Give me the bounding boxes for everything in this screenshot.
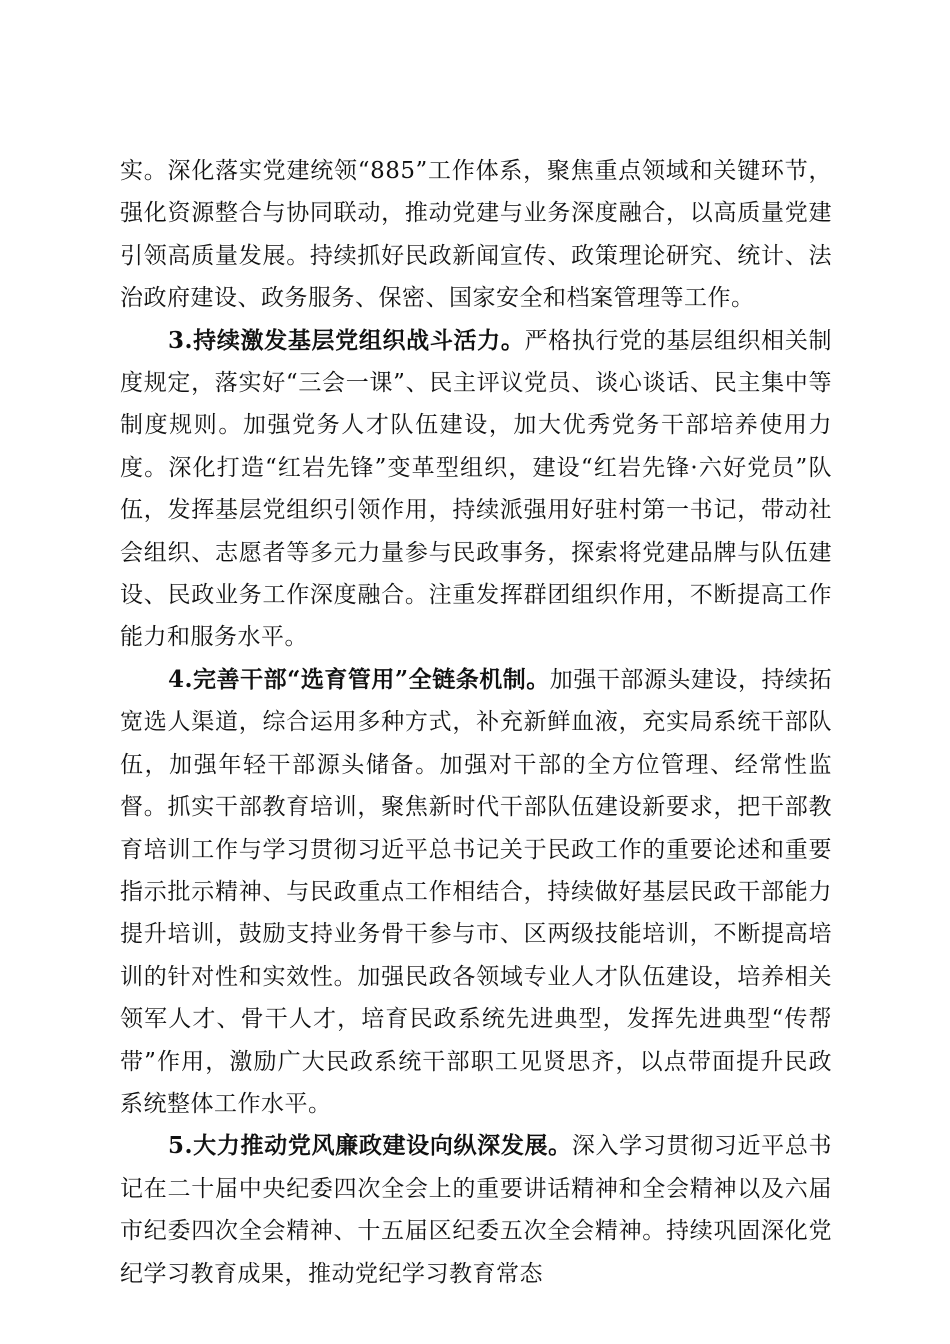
paragraph-text: 实。深化落实党建统领“885”工作体系，聚焦重点领域和关键环节，强化资源整合与协同联动，推动党建与业务深度融合，以高质量党建引领高质量发展。持续抓好民政新闻宣传、政策理论研究、统计、法治政府建设、政务服务、保密、国家安全和档案管理等工作。 [120,158,832,312]
document-body [120,150,832,1295]
paragraph-heading: 5.大力推动党风廉政建设向纵深发展。 [168,1132,572,1160]
paragraph-item-4 [120,659,832,1125]
paragraph-heading: 3.持续激发基层党组织战斗活力。 [168,326,525,354]
paragraph-text: 严格执行党的基层组织相关制度规定，落实好“三会一课”、民主评议党员、谈心谈话、民主集中等制度规则。加强党务人才队伍建设，加大优秀党务干部培养使用力度。深化打造“红岩先锋”变革型组织，建设“红岩先锋·六好党员”队伍，发挥基层党组织引领作用，持续派强用好驻村第一书记，带动社会组织、志愿者等多元力量参与民政事务，探索将党建品牌与队伍建设、民政业务工作深度融合。注重发挥群团组织作用，不断提高工作能力和服务水平。 [120,327,833,651]
paragraph-text: 深入学习贯彻习近平总书记在二十届中央纪委四次全会上的重要讲话精神和全会精神以及六届市纪委四次全会精神、十五届区纪委五次全会精神。持续巩固深化党纪学习教育成果，推动党纪学习教育常态 [120,1133,833,1287]
paragraph-item-3 [120,320,832,659]
paragraph-continuation [120,150,832,320]
paragraph-text: 加强干部源头建设，持续拓宽选人渠道，综合运用多种方式，补充新鲜血液，充实局系统干部队伍，加强年轻干部源头储备。加强对干部的全方位管理、经常性监督。抓实干部教育培训，聚焦新时代干部队伍建设新要求，把干部教育培训工作与学习贯彻习近平总书记关于民政工作的重要论述和重要指示批示精神、与民政重点工作相结合，持续做好基层民政干部能力提升培训，鼓励支持业务骨干参与市、区两级技能培训，不断提高培训的针对性和实效性。加强民政各领域专业人才队伍建设，培养相关领军人才、骨干人才，培育民政系统先进典型，发挥先进典型“传帮带”作用，激励广大民政系统干部职工见贤思齐，以点带面提升民政系统整体工作水平。 [120,666,832,1117]
paragraph-item-5 [120,1125,832,1295]
paragraph-heading: 4.完善干部“选育管用”全链条机制。 [168,665,550,693]
